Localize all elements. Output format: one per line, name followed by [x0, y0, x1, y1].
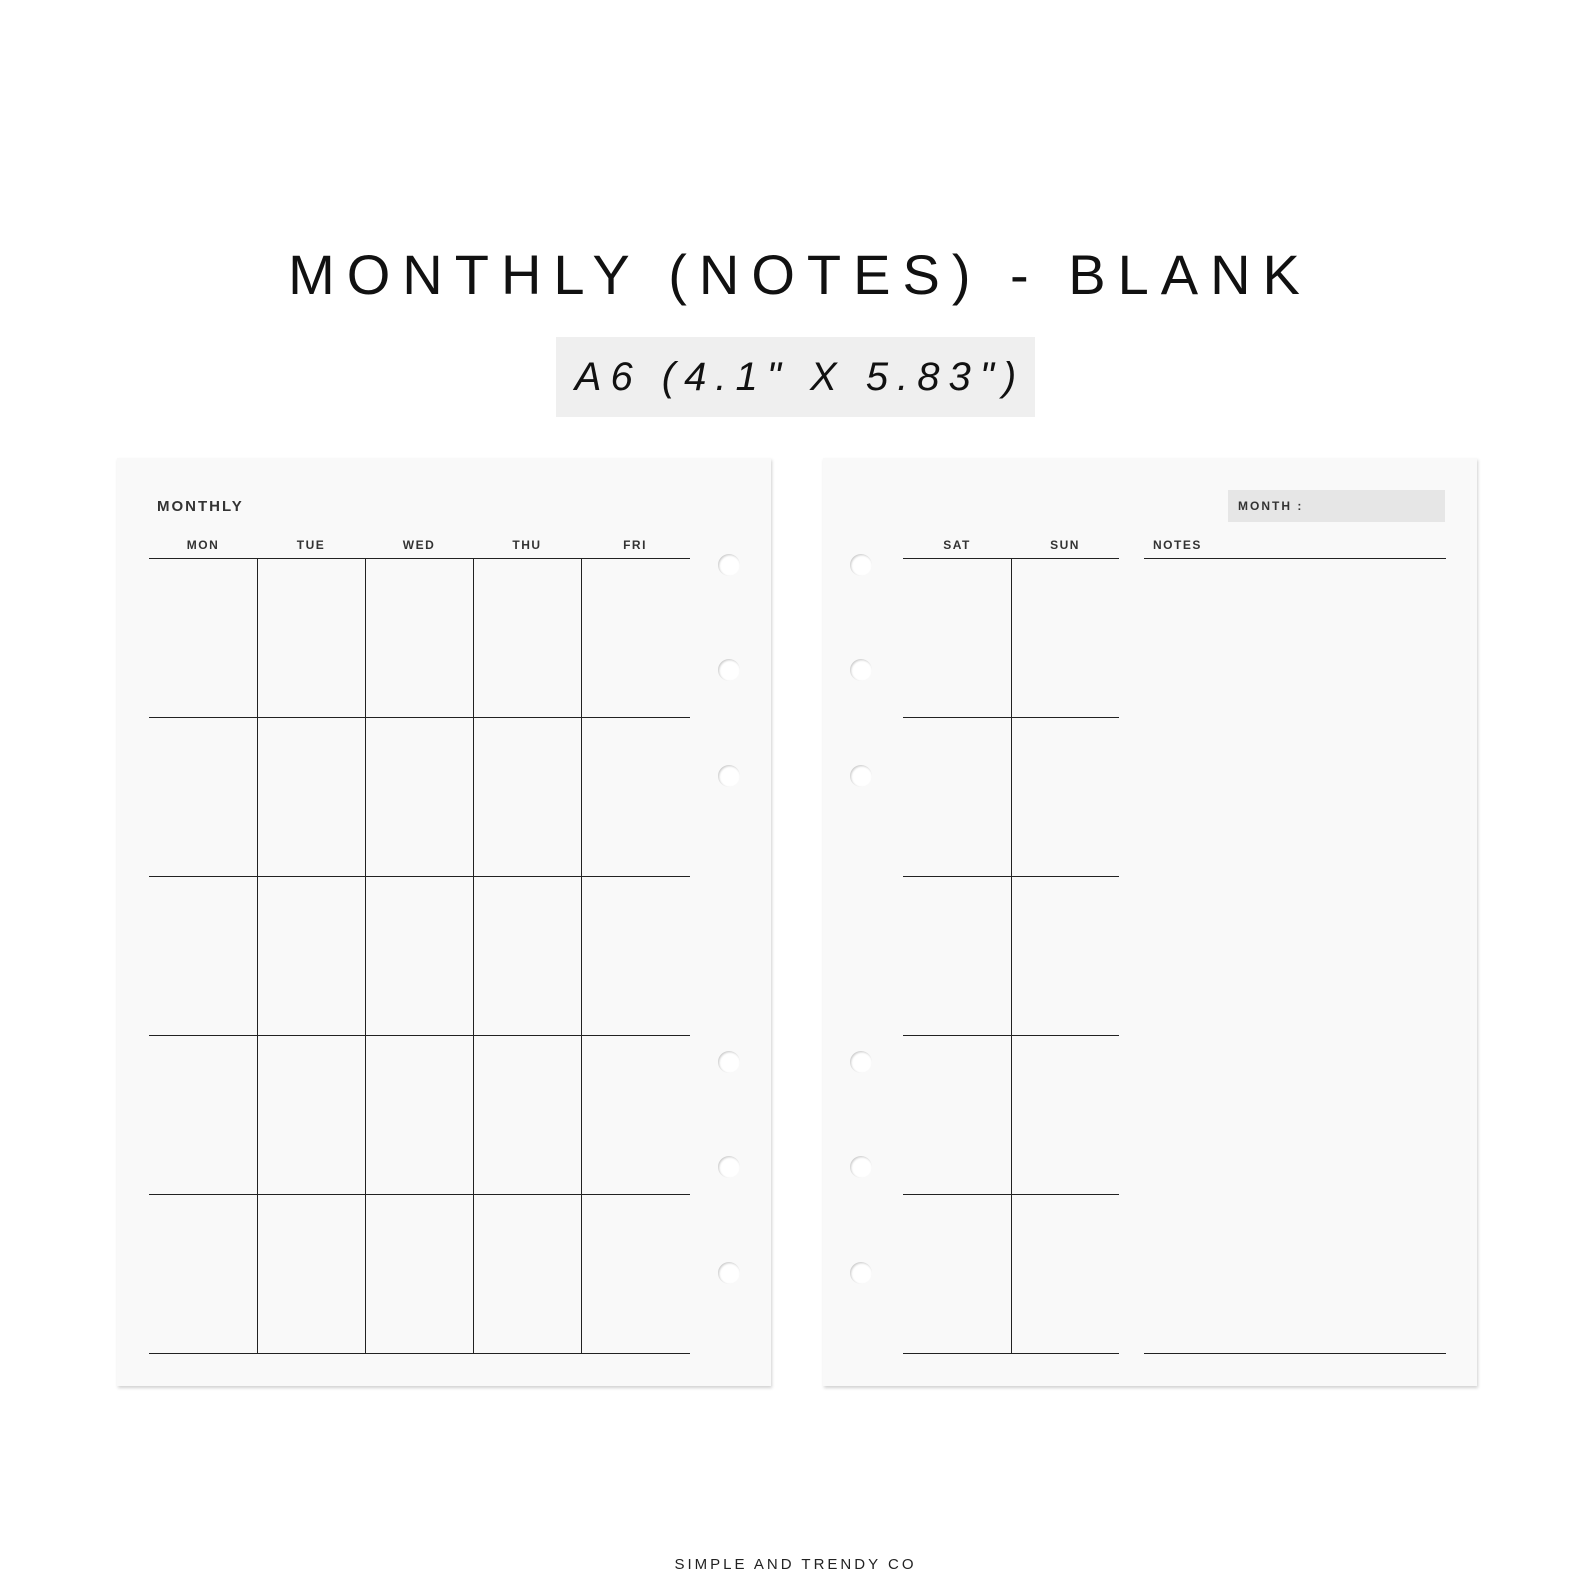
size-badge	[556, 337, 1035, 417]
binder-hole	[718, 1051, 740, 1073]
col-header-mon: MON	[186, 538, 220, 552]
grid-line-row-3	[149, 1035, 690, 1036]
planner-page-right	[823, 458, 1477, 1386]
month-label: MONTH :	[1238, 499, 1304, 513]
binder-hole	[850, 1156, 872, 1178]
notes-line-bottom	[1144, 1353, 1446, 1354]
col-header-thu: THU	[512, 538, 542, 552]
page-title: MONTHLY (NOTES) - BLANK	[288, 243, 1312, 306]
binder-hole	[850, 765, 872, 787]
grid-line-col-1	[257, 558, 258, 1353]
brand-footer: SIMPLE AND TRENDY CO	[674, 1556, 917, 1573]
col-header-fri: FRI	[623, 538, 647, 552]
col-header-sat: SAT	[943, 538, 971, 552]
col-header-sun: SUN	[1050, 538, 1080, 552]
binder-hole	[718, 1262, 740, 1284]
month-field	[1228, 490, 1445, 522]
grid-line-col-1	[1011, 558, 1012, 1353]
binder-hole	[718, 554, 740, 576]
size-label: A6 (4.1" X 5.83")	[574, 354, 1026, 399]
binder-hole	[718, 1156, 740, 1178]
grid-line-col-3	[473, 558, 474, 1353]
notes-line-top	[1144, 558, 1446, 559]
grid-line-col-4	[581, 558, 582, 1353]
grid-line-top	[149, 558, 690, 559]
binder-hole	[850, 659, 872, 681]
binder-hole	[850, 554, 872, 576]
binder-hole	[718, 765, 740, 787]
grid-line-bottom	[149, 1353, 690, 1354]
notes-label: NOTES	[1153, 538, 1202, 552]
grid-line-bottom	[903, 1353, 1119, 1354]
binder-hole	[718, 659, 740, 681]
binder-hole	[850, 1262, 872, 1284]
col-header-wed: WED	[402, 538, 436, 552]
col-header-tue: TUE	[296, 538, 326, 552]
binder-hole	[850, 1051, 872, 1073]
planner-page-left	[117, 458, 771, 1386]
grid-line-col-2	[365, 558, 366, 1353]
grid-line-row-4	[149, 1194, 690, 1195]
grid-line-row-2	[149, 876, 690, 877]
grid-line-row-1	[149, 717, 690, 718]
monthly-label: MONTHLY	[157, 498, 244, 515]
